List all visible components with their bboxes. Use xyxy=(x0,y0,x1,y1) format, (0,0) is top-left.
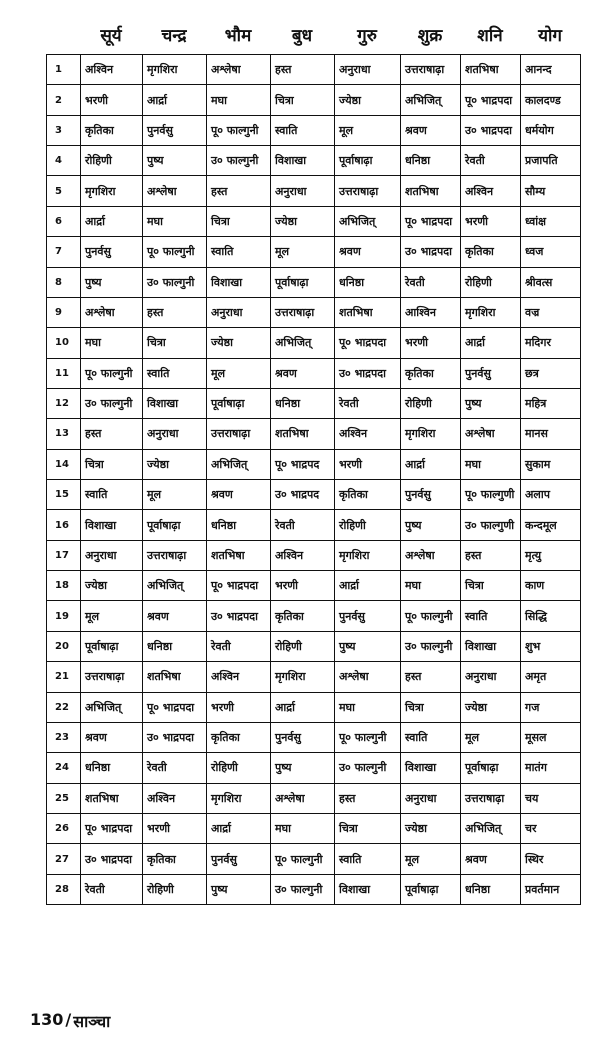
header-chandra: चन्द्र xyxy=(161,25,187,46)
table-cell: श्रीवत्स xyxy=(521,267,581,297)
table-cell: उ० भाद्रपद xyxy=(271,480,335,510)
table-cell: धनिष्ठा xyxy=(143,631,207,661)
table-cell: ज्येष्ठा xyxy=(143,449,207,479)
table-cell: स्वाति xyxy=(461,601,521,631)
table-cell: आर्द्रा xyxy=(143,85,207,115)
table-cell: रेवती xyxy=(335,388,401,418)
table-cell: पू० भाद्रपदा xyxy=(401,206,461,236)
table-cell: पू० भाद्रपदा xyxy=(335,328,401,358)
table-cell: सुकाम xyxy=(521,449,581,479)
table-cell: ज्येष्ठा xyxy=(461,692,521,722)
table-cell: स्थिर xyxy=(521,844,581,874)
table-row xyxy=(47,601,581,631)
table-cell: श्रवण xyxy=(207,480,271,510)
table-cell: स्वाति xyxy=(271,115,335,145)
table-cell: उत्तराषाढ़ा xyxy=(207,419,271,449)
table-row xyxy=(47,267,581,297)
table-row xyxy=(47,358,581,388)
table-cell: आर्द्रा xyxy=(401,449,461,479)
table-cell: धर्मयोग xyxy=(521,115,581,145)
table-cell: अश्विन xyxy=(335,419,401,449)
table-cell: पुनर्वसु xyxy=(401,480,461,510)
table-cell: धनिष्ठा xyxy=(335,267,401,297)
table-cell: मदिगर xyxy=(521,328,581,358)
table-cell: चित्रा xyxy=(401,692,461,722)
row-number-cell: 26 xyxy=(47,813,81,843)
table-row xyxy=(47,206,581,236)
header-shukra: शुक्र xyxy=(417,25,443,46)
table-cell: उ० फाल्गुनी xyxy=(335,753,401,783)
table-cell: मृगशिरा xyxy=(271,662,335,692)
table-cell: उ० भाद्रपदा xyxy=(143,722,207,752)
table-cell: पू० फाल्गुनी xyxy=(81,358,143,388)
table-cell: अलाप xyxy=(521,480,581,510)
table-cell: चय xyxy=(521,783,581,813)
row-number-cell: 27 xyxy=(47,844,81,874)
table-cell: अभिजित् xyxy=(81,692,143,722)
table-cell: गज xyxy=(521,692,581,722)
table-cell: कृतिका xyxy=(207,722,271,752)
table-cell: उत्तराषाढ़ा xyxy=(271,297,335,327)
table-cell: श्रवण xyxy=(143,601,207,631)
row-number-cell: 25 xyxy=(47,783,81,813)
table-cell: कृतिका xyxy=(401,358,461,388)
table-cell: श्रवण xyxy=(271,358,335,388)
row-number-cell: 3 xyxy=(47,115,81,145)
table-row xyxy=(47,480,581,510)
table-cell: भरणी xyxy=(461,206,521,236)
table-row xyxy=(47,874,581,904)
table-cell: स्वाति xyxy=(335,844,401,874)
table-cell: आर्द्रा xyxy=(271,692,335,722)
table-cell: अश्विन xyxy=(271,540,335,570)
table-cell: छत्र xyxy=(521,358,581,388)
table-cell: स्वाति xyxy=(401,722,461,752)
book-title: साञ्चा xyxy=(73,1012,111,1031)
table-cell: स्वाति xyxy=(81,480,143,510)
table-cell: शुभ xyxy=(521,631,581,661)
row-number-cell: 28 xyxy=(47,874,81,904)
table-row xyxy=(47,753,581,783)
table-cell: अश्लेषा xyxy=(81,297,143,327)
table-cell: उ० फाल्गुनी xyxy=(81,388,143,418)
row-number-cell: 15 xyxy=(47,480,81,510)
table-cell: मूल xyxy=(335,115,401,145)
table-cell: पुनर्वसु xyxy=(81,237,143,267)
table-row xyxy=(47,55,581,85)
table-cell: पू० फाल्गुणी xyxy=(461,480,521,510)
table-row xyxy=(47,176,581,206)
table-cell: अभिजित् xyxy=(335,206,401,236)
table-cell: पू० फाल्गुनी xyxy=(401,601,461,631)
table-cell: धनिष्ठा xyxy=(207,510,271,540)
table-cell: मूसल xyxy=(521,722,581,752)
page-number: 130 xyxy=(30,1010,64,1029)
table-cell: रोहिणी xyxy=(461,267,521,297)
table-cell: उ० भाद्रपदा xyxy=(207,601,271,631)
table-cell: उ० फाल्गुणी xyxy=(461,510,521,540)
table-cell: ध्वांक्ष xyxy=(521,206,581,236)
table-cell: श्रवण xyxy=(401,115,461,145)
table-cell: मघा xyxy=(461,449,521,479)
table-row xyxy=(47,571,581,601)
row-number-cell: 13 xyxy=(47,419,81,449)
row-number-cell: 1 xyxy=(47,55,81,85)
table-cell: उत्तराषाढ़ा xyxy=(461,783,521,813)
table-row xyxy=(47,388,581,418)
table-cell: मघा xyxy=(207,85,271,115)
table-cell: पू० फाल्गुनी xyxy=(207,115,271,145)
table-cell: वज्र xyxy=(521,297,581,327)
table-cell: पूर्वाषाढ़ा xyxy=(461,753,521,783)
table-cell: पुनर्वसु xyxy=(461,358,521,388)
header-bhauma: भौम xyxy=(224,25,252,46)
table-cell: उत्तराषाढ़ा xyxy=(81,662,143,692)
table-cell: रोहिणी xyxy=(81,146,143,176)
table-cell: कृतिका xyxy=(335,480,401,510)
table-cell: अश्लेषा xyxy=(271,783,335,813)
table-cell: मानस xyxy=(521,419,581,449)
table-cell: अश्लेषा xyxy=(207,55,271,85)
table-cell: मृगशिरा xyxy=(81,176,143,206)
column-header-row xyxy=(46,18,580,56)
table-cell: प्रवर्तमान xyxy=(521,874,581,904)
table-cell: मघा xyxy=(271,813,335,843)
table-row xyxy=(47,783,581,813)
table-cell: अनुराधा xyxy=(81,540,143,570)
table-cell: मृगशिरा xyxy=(143,55,207,85)
table-cell: कृतिका xyxy=(271,601,335,631)
table-cell: आर्द्रा xyxy=(335,571,401,601)
table-cell: मातंग xyxy=(521,753,581,783)
table-cell: महित्र xyxy=(521,388,581,418)
table-cell: हस्त xyxy=(335,783,401,813)
table-row xyxy=(47,328,581,358)
table-body xyxy=(47,55,581,905)
table-cell: पू० भाद्रपदा xyxy=(143,692,207,722)
table-cell: भरणी xyxy=(271,571,335,601)
table-cell: मृगशिरा xyxy=(335,540,401,570)
table-cell: हस्त xyxy=(143,297,207,327)
table-cell: पू० भाद्रपद xyxy=(271,449,335,479)
table-cell: ज्येष्ठा xyxy=(207,328,271,358)
table-cell: मूल xyxy=(271,237,335,267)
table-cell: चित्रा xyxy=(461,571,521,601)
table-cell: पुष्य xyxy=(335,631,401,661)
header-shani: शनि xyxy=(477,25,503,46)
table-cell: रेवती xyxy=(461,146,521,176)
table-cell: चित्रा xyxy=(143,328,207,358)
row-number-cell: 19 xyxy=(47,601,81,631)
table-cell: मृगशिरा xyxy=(461,297,521,327)
table-cell: भरणी xyxy=(335,449,401,479)
table-cell: अभिजित् xyxy=(143,571,207,601)
table-cell: रोहिणी xyxy=(207,753,271,783)
table-cell: पू० भाद्रपदा xyxy=(207,571,271,601)
table-cell: अमृत xyxy=(521,662,581,692)
page-footer xyxy=(30,1010,110,1032)
table-cell: अनुराधा xyxy=(271,176,335,206)
table-cell: अश्लेषा xyxy=(461,419,521,449)
table-cell: विशाखा xyxy=(335,874,401,904)
table-cell: ज्येष्ठा xyxy=(271,206,335,236)
table-cell: पुनर्वसु xyxy=(143,115,207,145)
table-cell: अश्विन xyxy=(143,783,207,813)
table-cell: पुनर्वसु xyxy=(271,722,335,752)
table-cell: मघा xyxy=(335,692,401,722)
table-cell: शतभिषा xyxy=(335,297,401,327)
table-cell: कालदण्ड xyxy=(521,85,581,115)
table-cell: अश्लेषा xyxy=(401,540,461,570)
table-cell: पुष्य xyxy=(461,388,521,418)
nakshatra-yoga-table-container xyxy=(46,54,581,905)
table-cell: पू० भाद्रपदा xyxy=(461,85,521,115)
table-cell: रेवती xyxy=(143,753,207,783)
table-cell: अनुराधा xyxy=(401,783,461,813)
table-cell: धनिष्ठा xyxy=(461,874,521,904)
table-cell: अश्विन xyxy=(81,55,143,85)
table-cell: उ० फाल्गुनी xyxy=(271,874,335,904)
table-cell: मृगशिरा xyxy=(207,783,271,813)
table-cell: कृतिका xyxy=(81,115,143,145)
row-number-cell: 2 xyxy=(47,85,81,115)
table-cell: पू० फाल्गुनी xyxy=(143,237,207,267)
table-cell: रोहिणी xyxy=(271,631,335,661)
table-cell: पुष्य xyxy=(81,267,143,297)
table-row xyxy=(47,146,581,176)
row-number-cell: 14 xyxy=(47,449,81,479)
table-cell: उ० भाद्रपदा xyxy=(401,237,461,267)
table-cell: मघा xyxy=(401,571,461,601)
table-cell: पुष्य xyxy=(207,874,271,904)
table-cell: अश्विन xyxy=(207,662,271,692)
table-row xyxy=(47,692,581,722)
table-cell: मूल xyxy=(207,358,271,388)
table-cell: भरणी xyxy=(207,692,271,722)
header-yoga: योग xyxy=(538,25,562,46)
table-cell: मृत्यु xyxy=(521,540,581,570)
row-number-cell: 21 xyxy=(47,662,81,692)
table-row xyxy=(47,297,581,327)
table-cell: ध्वज xyxy=(521,237,581,267)
table-cell: आर्द्रा xyxy=(461,328,521,358)
table-cell: स्वाति xyxy=(143,358,207,388)
table-cell: विशाखा xyxy=(461,631,521,661)
table-cell: शतभिषा xyxy=(461,55,521,85)
table-row xyxy=(47,510,581,540)
table-cell: धनिष्ठा xyxy=(271,388,335,418)
table-cell: धनिष्ठा xyxy=(401,146,461,176)
table-cell: शतभिषा xyxy=(401,176,461,206)
table-cell: ज्येष्ठा xyxy=(81,571,143,601)
row-number-cell: 4 xyxy=(47,146,81,176)
table-cell: सिद्धि xyxy=(521,601,581,631)
table-cell: कृतिका xyxy=(461,237,521,267)
table-cell: चित्रा xyxy=(335,813,401,843)
table-cell: चित्रा xyxy=(271,85,335,115)
row-number-cell: 24 xyxy=(47,753,81,783)
table-cell: रेवती xyxy=(271,510,335,540)
table-cell: रोहिणी xyxy=(143,874,207,904)
table-cell: रेवती xyxy=(401,267,461,297)
table-cell: शतभिषा xyxy=(271,419,335,449)
table-cell: विशाखा xyxy=(401,753,461,783)
table-cell: चर xyxy=(521,813,581,843)
table-row xyxy=(47,237,581,267)
table-cell: हस्त xyxy=(81,419,143,449)
table-cell: रेवती xyxy=(207,631,271,661)
table-cell: धनिष्ठा xyxy=(81,753,143,783)
table-cell: मघा xyxy=(81,328,143,358)
header-budha: बुध xyxy=(291,25,313,46)
table-cell: ज्येष्ठा xyxy=(335,85,401,115)
table-cell: मूल xyxy=(401,844,461,874)
table-cell: उ० फाल्गुनी xyxy=(401,631,461,661)
row-number-cell: 7 xyxy=(47,237,81,267)
table-cell: स्वाति xyxy=(207,237,271,267)
row-number-cell: 16 xyxy=(47,510,81,540)
table-cell: विशाखा xyxy=(143,388,207,418)
table-row xyxy=(47,662,581,692)
table-cell: पूर्वाषाढ़ा xyxy=(143,510,207,540)
table-cell: उ० भाद्रपदा xyxy=(335,358,401,388)
nakshatra-yoga-table xyxy=(46,54,581,905)
table-cell: मघा xyxy=(143,206,207,236)
row-number-cell: 8 xyxy=(47,267,81,297)
table-cell: पूर्वाषाढ़ा xyxy=(401,874,461,904)
table-cell: ज्येष्ठा xyxy=(401,813,461,843)
table-cell: काण xyxy=(521,571,581,601)
table-cell: मूल xyxy=(81,601,143,631)
table-cell: अनुराधा xyxy=(461,662,521,692)
header-spacer xyxy=(46,18,80,56)
table-cell: हस्त xyxy=(461,540,521,570)
table-cell: उत्तराषाढ़ा xyxy=(335,176,401,206)
table-cell: प्रजापति xyxy=(521,146,581,176)
table-cell: उ० फाल्गुनी xyxy=(143,267,207,297)
table-cell: विशाखा xyxy=(81,510,143,540)
table-cell: भरणी xyxy=(81,85,143,115)
table-cell: अभिजित् xyxy=(401,85,461,115)
row-number-cell: 11 xyxy=(47,358,81,388)
table-row xyxy=(47,844,581,874)
row-number-cell: 10 xyxy=(47,328,81,358)
table-row xyxy=(47,419,581,449)
table-cell: अश्लेषा xyxy=(143,176,207,206)
header-surya: सूर्य xyxy=(100,25,122,46)
table-cell: पू० भाद्रपदा xyxy=(81,813,143,843)
table-cell: आनन्द xyxy=(521,55,581,85)
table-cell: पूर्वाषाढ़ा xyxy=(335,146,401,176)
table-cell: भरणी xyxy=(143,813,207,843)
table-cell: उत्तराषाढ़ा xyxy=(143,540,207,570)
table-row xyxy=(47,115,581,145)
table-cell: भरणी xyxy=(401,328,461,358)
table-cell: श्रवण xyxy=(335,237,401,267)
row-number-cell: 22 xyxy=(47,692,81,722)
table-cell: उ० भाद्रपदा xyxy=(461,115,521,145)
table-cell: श्रवण xyxy=(461,844,521,874)
table-cell: पुष्य xyxy=(271,753,335,783)
table-row xyxy=(47,631,581,661)
table-cell: अभिजित् xyxy=(461,813,521,843)
header-guru: गुरु xyxy=(357,25,377,46)
table-cell: मूल xyxy=(461,722,521,752)
table-cell: पू० फाल्गुनी xyxy=(335,722,401,752)
table-cell: अश्लेषा xyxy=(335,662,401,692)
table-cell: पुनर्वसु xyxy=(207,844,271,874)
table-cell: आश्विन xyxy=(401,297,461,327)
table-cell: मूल xyxy=(143,480,207,510)
table-row xyxy=(47,540,581,570)
table-cell: मृगशिरा xyxy=(401,419,461,449)
table-cell: कृतिका xyxy=(143,844,207,874)
table-cell: पुनर्वसु xyxy=(335,601,401,631)
row-number-cell: 17 xyxy=(47,540,81,570)
table-cell: पू० फाल्गुनी xyxy=(271,844,335,874)
footer-separator: / xyxy=(65,1010,72,1029)
table-row xyxy=(47,85,581,115)
table-cell: अनुराधा xyxy=(335,55,401,85)
table-cell: आर्द्रा xyxy=(207,813,271,843)
table-cell: उत्तराषाढ़ा xyxy=(401,55,461,85)
table-cell: शतभिषा xyxy=(143,662,207,692)
table-row xyxy=(47,449,581,479)
table-row xyxy=(47,722,581,752)
table-cell: चित्रा xyxy=(81,449,143,479)
table-cell: विशाखा xyxy=(271,146,335,176)
table-cell: अभिजित् xyxy=(207,449,271,479)
table-cell: हस्त xyxy=(401,662,461,692)
table-cell: कन्दमूल xyxy=(521,510,581,540)
table-cell: रेवती xyxy=(81,874,143,904)
row-number-cell: 18 xyxy=(47,571,81,601)
table-cell: रोहिणी xyxy=(335,510,401,540)
table-cell: अनुराधा xyxy=(207,297,271,327)
table-cell: अश्विन xyxy=(461,176,521,206)
table-cell: श्रवण xyxy=(81,722,143,752)
table-cell: विशाखा xyxy=(207,267,271,297)
table-cell: पुष्य xyxy=(401,510,461,540)
table-cell: पूर्वाषाढ़ा xyxy=(207,388,271,418)
table-cell: अभिजित् xyxy=(271,328,335,358)
table-cell: रोहिणी xyxy=(401,388,461,418)
table-cell: पूर्वाषाढ़ा xyxy=(271,267,335,297)
row-number-cell: 6 xyxy=(47,206,81,236)
row-number-cell: 12 xyxy=(47,388,81,418)
table-cell: आर्द्रा xyxy=(81,206,143,236)
table-cell: उ० फाल्गुनी xyxy=(207,146,271,176)
table-row xyxy=(47,813,581,843)
row-number-cell: 20 xyxy=(47,631,81,661)
table-cell: पूर्वाषाढ़ा xyxy=(81,631,143,661)
row-number-cell: 5 xyxy=(47,176,81,206)
table-cell: सौम्य xyxy=(521,176,581,206)
table-cell: शतभिषा xyxy=(207,540,271,570)
table-cell: हस्त xyxy=(271,55,335,85)
table-cell: चित्रा xyxy=(207,206,271,236)
table-cell: शतभिषा xyxy=(81,783,143,813)
row-number-cell: 23 xyxy=(47,722,81,752)
table-cell: हस्त xyxy=(207,176,271,206)
table-cell: अनुराधा xyxy=(143,419,207,449)
table-cell: पुष्य xyxy=(143,146,207,176)
table-cell: उ० भाद्रपदा xyxy=(81,844,143,874)
row-number-cell: 9 xyxy=(47,297,81,327)
